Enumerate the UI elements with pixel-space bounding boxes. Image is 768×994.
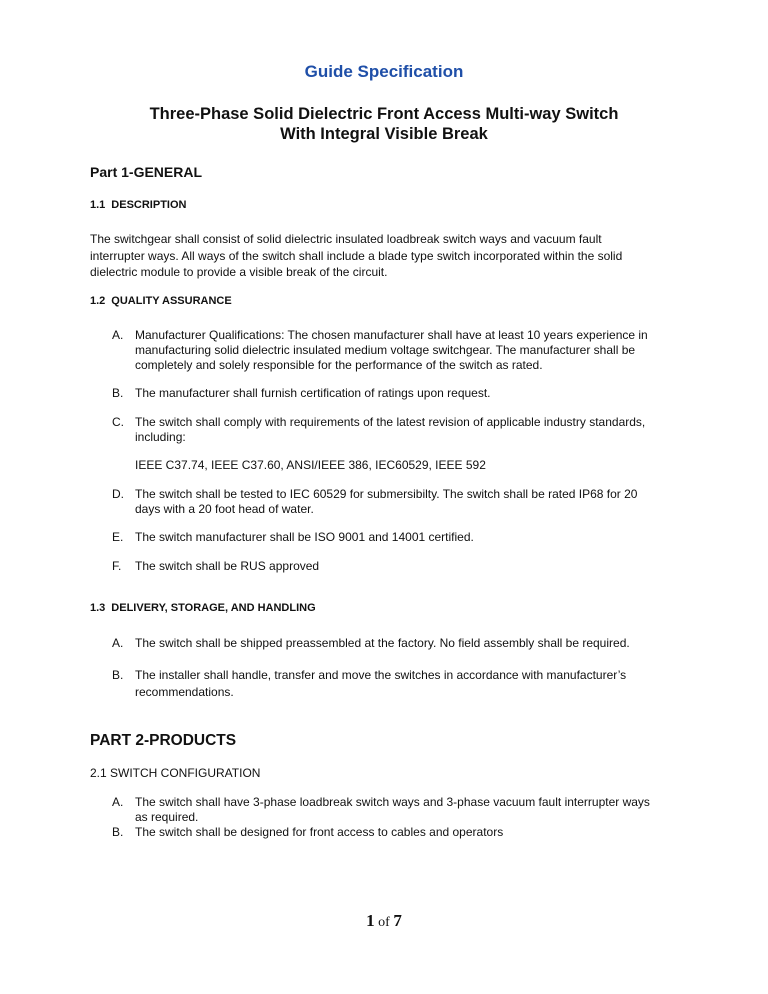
list-item-1-2-e xyxy=(112,530,692,545)
section-1-2-number: 1.2 xyxy=(90,295,106,307)
standards-list: IEEE C37.74, IEEE C37.60, ANSI/IEEE 386, IEC60529, IEEE 592 xyxy=(135,458,486,472)
page-of-label: of xyxy=(378,915,390,930)
list-item-line: as required. xyxy=(135,810,199,824)
part-2-heading: PART 2-PRODUCTS xyxy=(90,732,237,749)
list-item-line: days with a 20 foot head of water. xyxy=(135,502,314,516)
list-item-line: The manufacturer shall furnish certification of ratings upon request. xyxy=(135,386,491,400)
list-item-line: The switch shall be RUS approved xyxy=(135,559,320,573)
list-item-line: The switch shall be tested to IEC 60529 for submersibilty. The switch shall be rated IP68 for 20 xyxy=(135,487,638,501)
part-1-heading: Part 1-GENERAL xyxy=(90,164,203,180)
list-item-text xyxy=(135,386,692,401)
list-item-line: including: xyxy=(135,430,186,444)
list-item-line: The switch shall have 3-phase loadbreak switch ways and 3-phase vacuum fault interrupter ways xyxy=(135,795,650,809)
section-1-3-title: DELIVERY, STORAGE, AND HANDLING xyxy=(111,602,316,614)
section-1-1-title: DESCRIPTION xyxy=(111,199,187,211)
list-item-text xyxy=(135,487,692,517)
document-title: Guide Specification xyxy=(304,62,464,81)
current-page-number: 1 xyxy=(366,911,375,930)
list-item-line: completely and solely responsible for the performance of the switch as rated. xyxy=(135,358,543,372)
list-item-line: The switch shall comply with requirements of the latest revision of applicable industry standards, xyxy=(135,415,646,429)
list-item-line: Manufacturer Qualifications: The chosen manufacturer shall have at least 10 years experience in xyxy=(135,328,648,342)
list-item-letter: B. xyxy=(112,825,124,839)
section-2-1-heading: 2.1 SWITCH CONFIGURATION xyxy=(90,766,261,780)
description-line: interrupter ways. All ways of the switch shall include a blade type switch incorporated within the solid xyxy=(90,248,623,263)
list-item-2-1-a xyxy=(112,795,692,825)
list-item-text xyxy=(135,667,692,701)
list-item-letter: C. xyxy=(112,415,124,429)
list-item-1-2-f xyxy=(112,559,692,574)
list-item-line: The switch shall be shipped preassembled at the factory. No field assembly shall be required. xyxy=(135,636,630,650)
list-item-line: The installer shall handle, transfer and move the switches in accordance with manufacturer’s xyxy=(135,668,627,682)
section-1-1-heading xyxy=(90,199,186,211)
list-item-letter: A. xyxy=(112,636,124,650)
list-item-letter: A. xyxy=(112,328,124,342)
list-item-1-3-b xyxy=(112,667,692,701)
list-item-2-1-b xyxy=(112,825,692,840)
list-item-text xyxy=(135,559,692,574)
section-1-1-number: 1.1 xyxy=(90,199,106,211)
list-item-1-2-d xyxy=(112,487,692,517)
list-item-line: recommendations. xyxy=(135,685,234,699)
list-item-letter: A. xyxy=(112,795,124,809)
description-paragraph xyxy=(90,231,690,281)
list-item-1-3-a xyxy=(112,636,692,651)
description-line: The switchgear shall consist of solid dielectric insulated loadbreak switch ways and vacuum fault xyxy=(90,232,602,246)
list-item-text xyxy=(135,825,692,840)
list-item-text xyxy=(135,636,692,651)
list-item-letter: B. xyxy=(112,668,124,682)
list-item-1-2-a xyxy=(112,328,692,373)
list-item-line: The switch shall be designed for front access to cables and operators xyxy=(135,825,504,839)
section-1-3-heading xyxy=(90,602,316,614)
list-item-letter: D. xyxy=(112,487,124,501)
section-1-3-number: 1.3 xyxy=(90,602,106,614)
total-page-count: 7 xyxy=(393,911,402,930)
list-item-letter: B. xyxy=(112,386,124,400)
document-subtitle xyxy=(0,104,768,144)
list-item-text xyxy=(135,328,692,373)
list-item-line: The switch manufacturer shall be ISO 9001 and 14001 certified. xyxy=(135,530,474,544)
list-item-1-2-b xyxy=(112,386,692,401)
list-item-text xyxy=(135,530,692,545)
page-number-footer xyxy=(0,911,768,931)
list-item-1-2-c xyxy=(112,415,692,445)
description-line: dielectric module to provide a visible break of the circuit. xyxy=(90,265,388,279)
list-item-text xyxy=(135,795,692,825)
section-1-2-title: QUALITY ASSURANCE xyxy=(111,295,232,307)
list-item-letter: F. xyxy=(112,559,122,573)
subtitle-line-1: Three-Phase Solid Dielectric Front Access Multi-way Switch xyxy=(149,105,619,123)
list-item-text xyxy=(135,415,692,445)
list-item-letter: E. xyxy=(112,530,124,544)
list-item-line: manufacturing solid dielectric insulated medium voltage switchgear. The manufacturer shall be xyxy=(135,343,636,357)
subtitle-line-2: With Integral Visible Break xyxy=(280,125,488,143)
section-1-2-heading xyxy=(90,295,232,307)
